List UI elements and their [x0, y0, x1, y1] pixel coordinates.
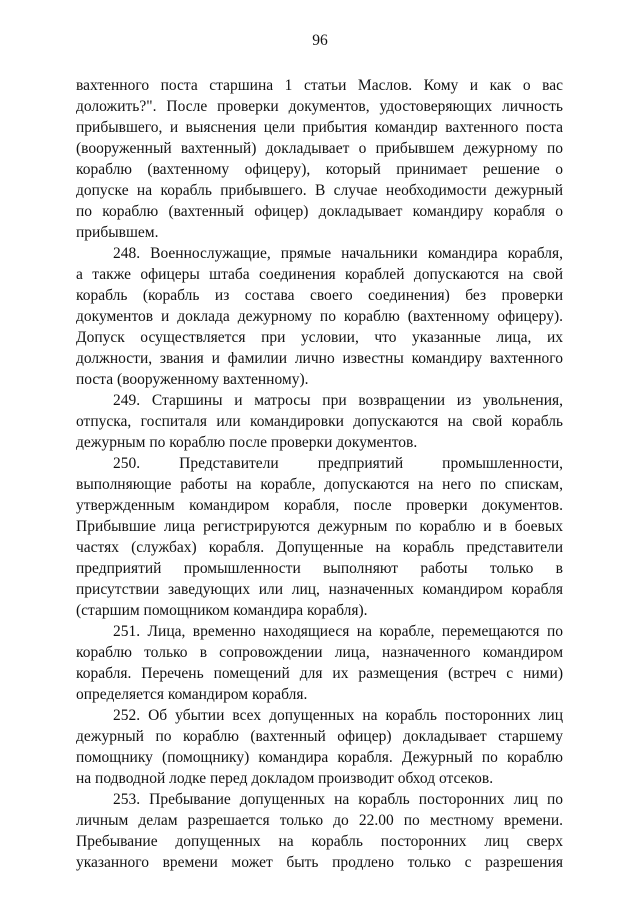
- text-line: Прибывшие лица регистрируются дежурным по кораблю и в боевых: [76, 518, 563, 535]
- text-line: 253. Пребывание допущенных на корабль посторонних лиц по: [113, 791, 563, 808]
- text-line: личным делам разрешается только до 22.00 по местному времени.: [76, 812, 563, 829]
- text-line: корабль (корабль из состава своего соединения) без проверки: [76, 287, 563, 304]
- text-line: дежурный по кораблю (вахтенный офицер) докладывает старшему: [76, 728, 563, 745]
- text-line: 248. Военнослужащие, прямые начальники командира корабля,: [113, 245, 563, 262]
- paragraph: [76, 75, 563, 243]
- text-line: должности, звания и фамилии лично известны командиру вахтенного: [76, 350, 563, 367]
- text-line: 249. Старшины и матросы при возвращении из увольнения,: [113, 392, 563, 409]
- text-line: (вооруженный вахтенный) докладывает о прибывшем дежурному по: [76, 140, 563, 157]
- text-line: на подводной лодке перед докладом производит обход отсеков.: [76, 770, 494, 787]
- paragraph: [76, 243, 563, 390]
- text-line: 252. Об убытии всех допущенных на корабль посторонних лиц: [113, 707, 563, 724]
- text-line: определяется командиром корабля.: [76, 686, 308, 703]
- text-line: прибывшего, и выяснения цели прибытия командир вахтенного поста: [76, 119, 563, 136]
- text-line: по кораблю (вахтенный офицер) докладывает командиру корабля о: [76, 203, 563, 220]
- text-line: частях (службах) корабля. Допущенные на корабль представители: [76, 539, 563, 556]
- text-line: Пребывание допущенных на корабль посторонних лиц сверх: [76, 833, 563, 850]
- text-line: вахтенного поста старшина 1 статьи Маслов. Кому и как о вас: [76, 77, 563, 94]
- page-number: 96: [312, 32, 328, 49]
- text-line: доложить?". После проверки документов, удостоверяющих личность: [76, 98, 563, 115]
- text-line: дежурным по кораблю после проверки документов.: [76, 434, 418, 451]
- text-line: предприятий промышленности выполняют работы только в: [76, 560, 563, 577]
- paragraph: [76, 453, 563, 621]
- text-line: кораблю только в сопровождении лица, назначенного командиром: [76, 644, 563, 661]
- text-line: указанного времени может быть продлено только с разрешения: [76, 854, 563, 871]
- paragraph: [76, 621, 563, 705]
- text-line: корабля. Перечень помещений для их размещения (встреч с ними): [76, 665, 563, 682]
- paragraph: [76, 789, 563, 873]
- text-line: 251. Лица, временно находящиеся на корабле, перемещаются по: [113, 623, 563, 640]
- text-line: выполняющие работы на корабле, допускаются на него по спискам,: [76, 476, 563, 493]
- text-line: Допуск осуществляется при условии, что указанные лица, их: [76, 329, 563, 346]
- paragraph: [76, 705, 563, 789]
- document-body: [76, 75, 563, 873]
- paragraph: [76, 390, 563, 453]
- text-line: а также офицеры штаба соединения кораблей допускаются на свой: [76, 266, 563, 283]
- text-line: утвержденным командиром корабля, после проверки документов.: [76, 497, 563, 514]
- text-line: прибывшем.: [76, 224, 159, 241]
- text-line: допуске на корабль прибывшего. В случае необходимости дежурный: [76, 182, 563, 199]
- text-line: 250. Представители предприятий промышленности,: [113, 455, 563, 472]
- text-line: документов и доклада дежурному по кораблю (вахтенному офицеру).: [76, 308, 563, 325]
- text-line: кораблю (вахтенному офицеру), который принимает решение о: [76, 161, 563, 178]
- text-line: помощнику (помощнику) командира корабля. Дежурный по кораблю: [76, 749, 563, 766]
- text-line: (старшим помощником командира корабля).: [76, 602, 368, 619]
- text-line: присутствии заведующих или лиц, назначенных командиром корабля: [76, 581, 563, 598]
- text-line: отпуска, госпиталя или командировки допускаются на свой корабль: [76, 413, 563, 430]
- text-line: поста (вооруженному вахтенному).: [76, 371, 309, 388]
